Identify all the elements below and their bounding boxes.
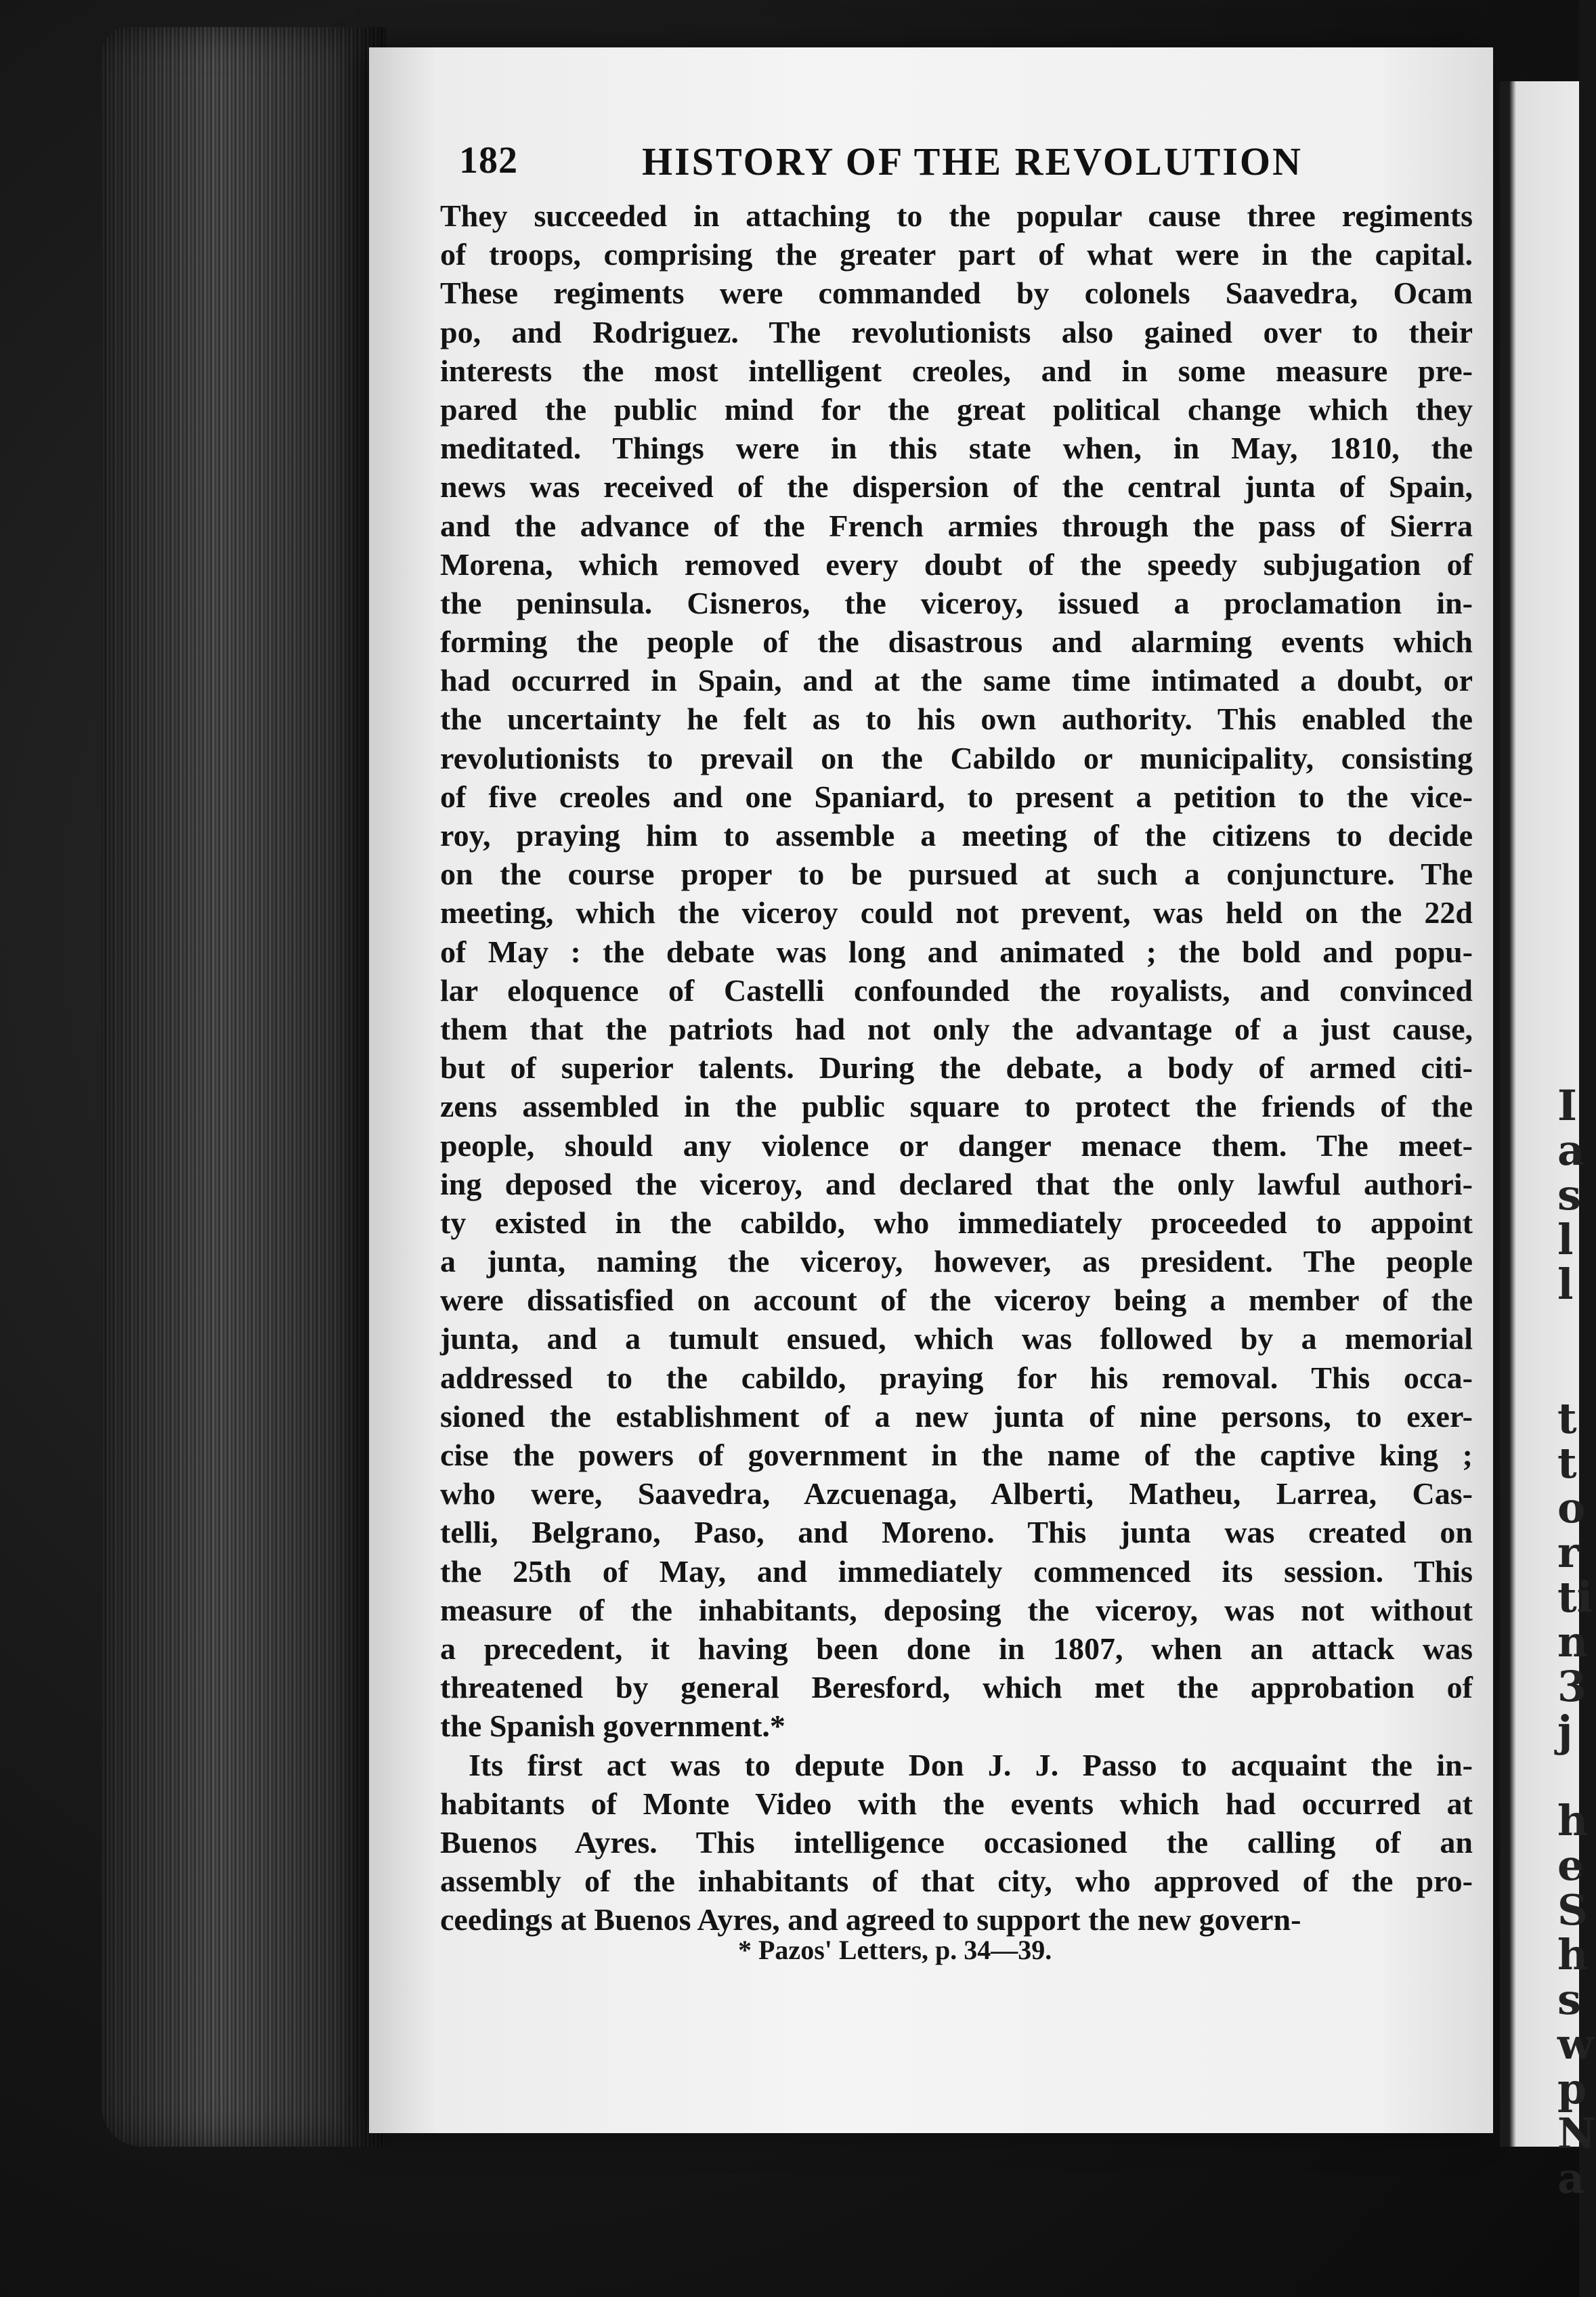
facing-page-letter (1557, 1754, 1579, 1799)
facing-page-letter (1557, 1352, 1579, 1396)
text-line: ceedings at Buenos Ayres, and agreed to support the new govern- (440, 1902, 1301, 1937)
text-line: roy, praying him to assemble a meeting of the citizens to decide (440, 818, 1473, 853)
facing-page-letter (1557, 1307, 1579, 1352)
text-line: the uncertainty he felt as to his own authority. This enabled the (440, 702, 1473, 737)
facing-page-letter: 3 (1557, 1662, 1587, 1711)
facing-page-letter: t (1557, 1438, 1577, 1488)
running-head (459, 139, 1312, 193)
text-line: sioned the establishment of a new junta of nine persons, to exer- (440, 1398, 1473, 1434)
text-line: cise the powers of government in the name of the captive king ; (440, 1438, 1473, 1472)
text-line: threatened by general Beresford, which met the approbation of (440, 1670, 1473, 1705)
text-line: meeting, which the viceroy could not prevent, was held on the 22d (440, 895, 1473, 930)
facing-page-letter: h (1557, 1796, 1589, 1845)
text-line: of May : the debate was long and animated ; the bold and popu- (440, 934, 1473, 969)
facing-page-letter: n (1557, 1617, 1589, 1667)
page-number: 182 (459, 139, 518, 181)
facing-page-letter: j (1557, 1706, 1573, 1756)
text-line: of five creoles and one Spaniard, to present a petition to the vice- (440, 779, 1473, 814)
text-line: These regiments were commanded by colonels Saavedra, Ocam (440, 276, 1473, 311)
text-line: ty existed in the cabildo, who immediately proceeded to appoint (440, 1205, 1473, 1240)
facing-page-letter: a (1557, 2153, 1585, 2203)
text-line: measure of the inhabitants, deposing the viceroy, was not without (440, 1592, 1473, 1627)
text-line: habitants of Monte Video with the events which had occurred at (440, 1786, 1473, 1821)
footnote: * Pazos' Letters, p. 34—39. (738, 1935, 1052, 1965)
facing-page-letter: s (1557, 1170, 1581, 1220)
facing-page-letter: e (1557, 1841, 1584, 1890)
facing-page-letter: l (1557, 1215, 1574, 1264)
facing-page-letter: ti (1557, 1572, 1593, 1622)
book-page-edges (102, 27, 386, 2147)
text-line: junta, and a tumult ensued, which was followed by a memorial (440, 1321, 1473, 1356)
text-line: the peninsula. Cisneros, the viceroy, issued a proclamation in- (440, 585, 1473, 620)
text-line: revolutionists to prevail on the Cabildo or municipality, consisting (440, 740, 1473, 775)
text-line: interests the most intelligent creoles, and in some measure pre- (440, 353, 1473, 388)
text-line: the Spanish government.* (440, 1709, 785, 1744)
text-line: had occurred in Spain, and at the same time intimated a doubt, or (440, 663, 1473, 698)
running-title: HISTORY OF THE REVOLUTION (642, 139, 1303, 184)
facing-page-letter: s (1557, 1975, 1581, 2024)
body-text (440, 196, 1473, 1939)
facing-page-letter: p (1557, 2064, 1587, 2113)
text-line: They succeeded in attaching to the popular cause three regiments (440, 198, 1473, 233)
facing-page-letter: w (1557, 2019, 1594, 2069)
text-line: addressed to the cabildo, praying for his removal. This occa- (440, 1360, 1473, 1395)
text-line: but of superior talents. During the debate, a body of armed citi- (440, 1050, 1473, 1086)
facing-page-letter: a (1557, 1125, 1585, 1175)
text-line: meditated. Things were in this state when, in May, 1810, the (440, 431, 1473, 466)
text-line: Its first act was to depute Don J. J. Passo to acquaint the in- (469, 1747, 1473, 1782)
text-line: of troops, comprising the greater part of what were in the capital. (440, 237, 1473, 272)
text-line: the 25th of May, and immediately commenced its session. This (440, 1553, 1473, 1589)
text-line: them that the patriots had not only the advantage of a just cause, (440, 1011, 1473, 1046)
text-line: Morena, which removed every doubt of the speedy subjugation of (440, 546, 1473, 582)
text-line: lar eloquence of Castelli confounded the royalists, and convinced (440, 972, 1473, 1008)
text-line: forming the people of the disastrous and alarming events which (440, 624, 1473, 660)
facing-page-letter: N (1557, 2109, 1596, 2158)
text-line: telli, Belgrano, Paso, and Moreno. This junta was created on (440, 1515, 1473, 1550)
text-line: people, should any violence or danger menace them. The meet- (440, 1128, 1473, 1163)
text-line: pared the public mind for the great political change which they (440, 391, 1473, 427)
facing-page-letters (1557, 1081, 1596, 2203)
text-line: news was received of the dispersion of the central junta of Spain, (440, 469, 1473, 505)
facing-page-letter: h (1557, 1930, 1589, 1979)
text-line: Buenos Ayres. This intelligence occasioned the calling of an (440, 1824, 1473, 1860)
text-line: a precedent, it having been done in 1807, when an attack was (440, 1631, 1473, 1666)
facing-page-letter: l (1557, 1260, 1574, 1309)
text-line: who were, Saavedra, Azcuenaga, Alberti, Matheu, Larrea, Cas- (440, 1476, 1473, 1511)
facing-page-letter: t (1557, 1394, 1577, 1443)
text-line: zens assembled in the public square to protect the friends of the (440, 1089, 1473, 1124)
text-line: a junta, naming the viceroy, however, as president. The people (440, 1244, 1473, 1279)
text-line: and the advance of the French armies through the pass of Sierra (440, 508, 1473, 543)
facing-page-letter: r (1557, 1528, 1580, 1577)
text-line: assembly of the inhabitants of that city, who approved of the pro- (440, 1864, 1473, 1899)
facing-page-letter: S (1557, 1885, 1588, 1935)
text-line: were dissatisfied on account of the viceroy being a member of the (440, 1283, 1473, 1318)
text-line: po, and Rodriguez. The revolutionists also gained over to their (440, 314, 1473, 349)
facing-page-letter: o (1557, 1483, 1586, 1532)
text-line: ing deposed the viceroy, and declared that the only lawful authori- (440, 1166, 1473, 1201)
text-line: on the course proper to be pursued at such a conjuncture. The (440, 857, 1473, 892)
facing-page-letter: I (1557, 1081, 1578, 1130)
